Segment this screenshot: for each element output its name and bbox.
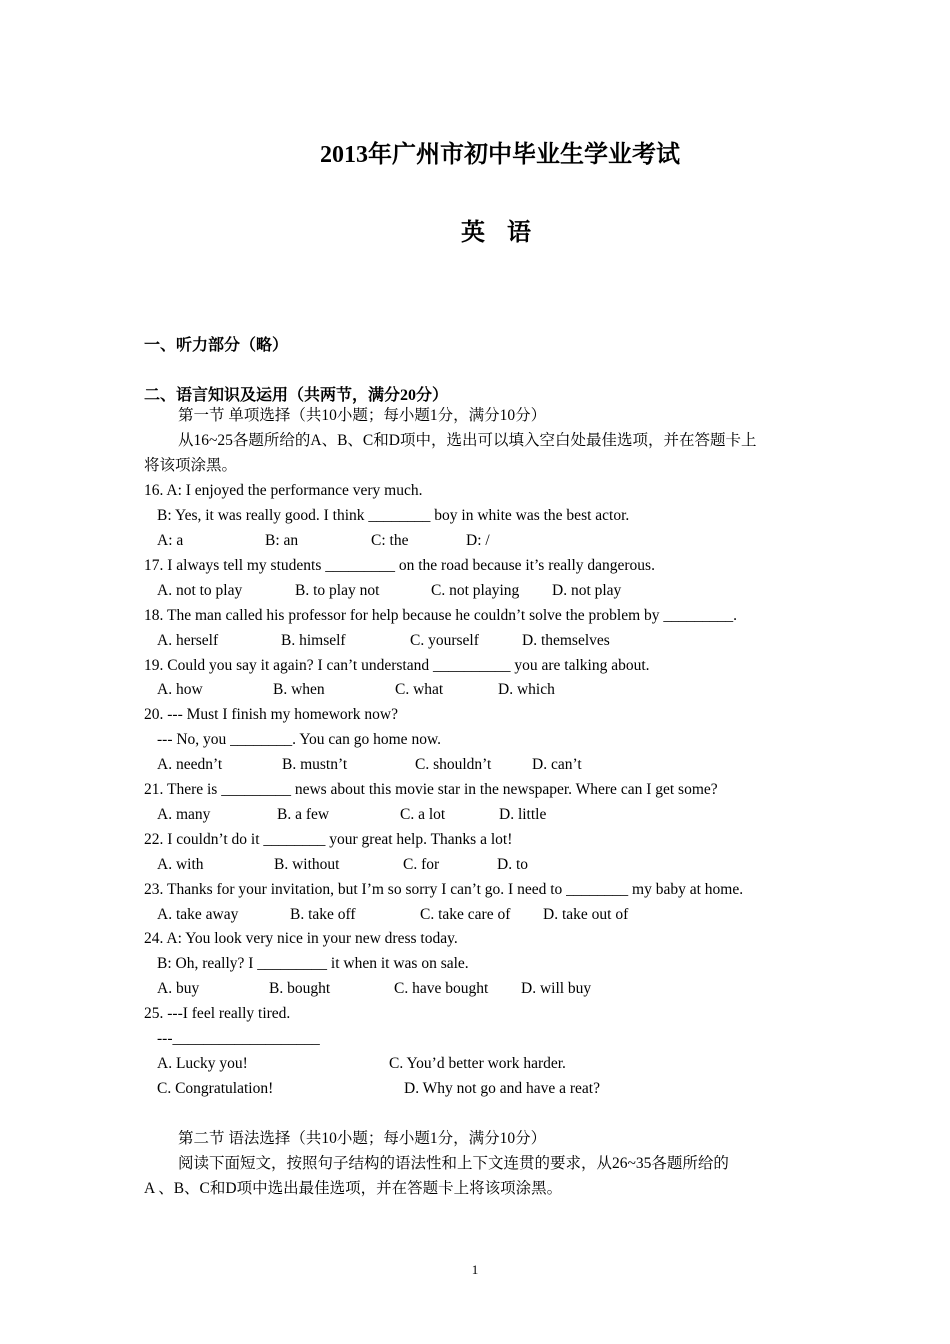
section2-title: 第二节 语法选择（共10小题；每小题1分，满分10分）	[178, 1130, 547, 1147]
q19-option-d: D. which	[498, 681, 555, 698]
question-24-line2: B: Oh, really? I _________ it when it was on sale.	[157, 955, 469, 972]
q17-option-c: C. not playing	[431, 582, 520, 599]
q25-option-d: D. Why not go and have a reat?	[404, 1080, 600, 1097]
q24-option-d: D. will buy	[521, 980, 592, 997]
q25-option-a: A. Lucky you!	[157, 1055, 248, 1072]
question-24: 24. A: You look very nice in your new dress today.	[144, 930, 458, 947]
q23-option-b: B. take off	[290, 906, 356, 923]
q25-option-c2: C. Congratulation!	[157, 1080, 274, 1097]
q18-option-a: A. herself	[157, 632, 219, 649]
q17-option-d: D. not play	[552, 582, 622, 599]
q21-option-d: D. little	[499, 806, 547, 823]
question-18: 18. The man called his professor for help because he couldn’t solve the problem by _________.	[144, 607, 738, 624]
q17-option-a: A. not to play	[157, 582, 243, 599]
part1-heading: 一、听力部分（略）	[144, 337, 289, 354]
q16-option-a: A: a	[157, 532, 184, 549]
q23-option-c: C. take care of	[420, 906, 511, 923]
q18-option-b: B. himself	[281, 632, 346, 649]
q23-option-d: D. take out of	[543, 906, 629, 923]
question-23: 23. Thanks for your invitation, but I’m so sorry I can’t go. I need to ________ my baby at home.	[144, 881, 744, 898]
q17-option-b: B. to play not	[295, 582, 380, 599]
q24-option-b: B. bought	[269, 980, 331, 997]
question-16: 16. A: I enjoyed the performance very much.	[144, 482, 423, 499]
part2-heading: 二、语言知识及运用（共两节，满分20分）	[144, 387, 449, 404]
q16-option-d: D: /	[466, 532, 490, 549]
q18-option-c: C. yourself	[410, 632, 479, 649]
q24-option-c: C. have bought	[394, 980, 489, 997]
q22-option-b: B. without	[274, 856, 340, 873]
q25-option-c: C. You’d better work harder.	[389, 1055, 566, 1072]
q22-option-c: C. for	[403, 856, 440, 873]
q21-option-c: C. a lot	[400, 806, 446, 823]
question-22: 22. I couldn’t do it ________ your great help. Thanks a lot!	[144, 831, 513, 848]
q21-option-b: B. a few	[277, 806, 330, 823]
section1-title: 第一节 单项选择（共10小题；每小题1分，满分10分）	[178, 407, 547, 424]
q20-option-a: A. needn’t	[157, 756, 223, 773]
subject-title: 英 语	[461, 220, 539, 246]
q20-option-c: C. shouldn’t	[415, 756, 492, 773]
question-21: 21. There is _________ news about this movie star in the newspaper. Where can I get some?	[144, 781, 718, 798]
q18-option-d: D. themselves	[522, 632, 610, 649]
q21-option-a: A. many	[157, 806, 211, 823]
q22-option-d: D. to	[497, 856, 528, 873]
question-16-line2: B: Yes, it was really good. I think ________ boy in white was the best actor.	[157, 507, 630, 524]
q24-option-a: A. buy	[157, 980, 200, 997]
question-25-line2: ---___________________	[157, 1030, 320, 1047]
question-17: 17. I always tell my students _________ on the road because it’s really dangerous.	[144, 557, 655, 574]
question-19: 19. Could you say it again? I can’t understand __________ you are talking about.	[144, 657, 650, 674]
page-number: 1	[471, 1262, 479, 1277]
section1-instruction-cont: 将该项涂黑。	[144, 457, 238, 474]
q22-option-a: A. with	[157, 856, 204, 873]
question-20-line2: --- No, you ________. You can go home now.	[157, 731, 442, 748]
q19-option-b: B. when	[273, 681, 325, 698]
q19-option-a: A. how	[157, 681, 203, 698]
q23-option-a: A. take away	[157, 906, 239, 923]
q19-option-c: C. what	[395, 681, 444, 698]
q20-option-b: B. mustn’t	[282, 756, 348, 773]
exam-title: 2013年广州市初中毕业生学业考试	[320, 142, 680, 168]
section1-instruction: 从16~25各题所给的A、B、C和D项中，选出可以填入空白处最佳选项，并在答题卡上	[178, 432, 757, 449]
question-25: 25. ---I feel really tired.	[144, 1005, 291, 1022]
question-20: 20. --- Must I finish my homework now?	[144, 706, 398, 723]
section2-instruction: 阅读下面短文，按照句子结构的语法性和上下文连贯的要求，从26~35各题所给的	[178, 1155, 729, 1172]
q16-option-c: C: the	[371, 532, 409, 549]
section2-instruction-cont: A 、B、C和D项中选出最佳选项，并在答题卡上将该项涂黑。	[144, 1180, 563, 1197]
q20-option-d: D. can’t	[532, 756, 582, 773]
q16-option-b: B: an	[265, 532, 299, 549]
